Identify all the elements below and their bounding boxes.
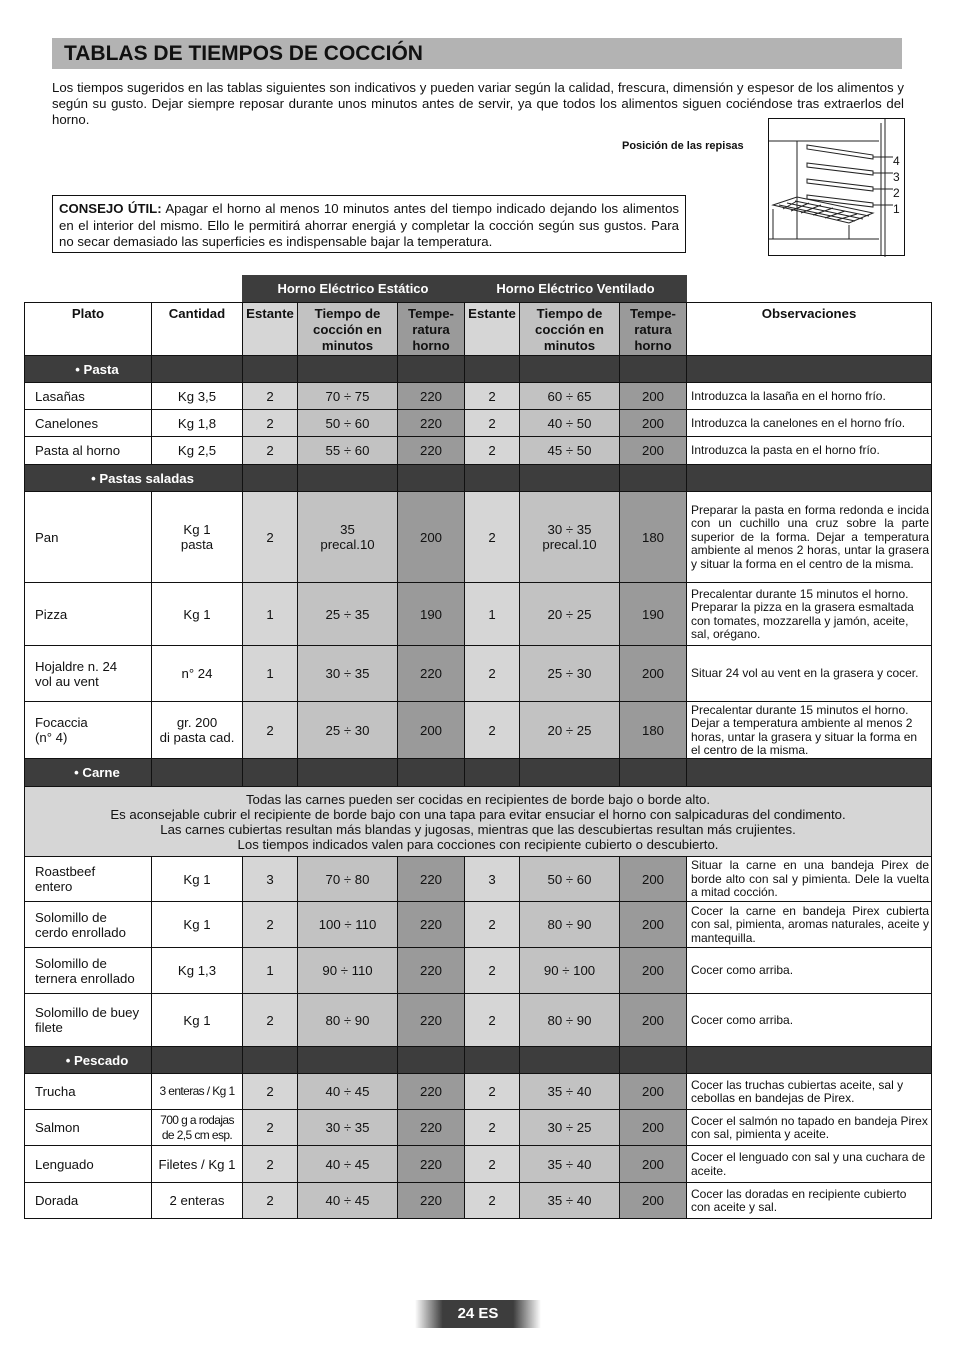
time-fan: 40 ÷ 50 (520, 410, 620, 437)
time-static: 55 ÷ 60 (298, 437, 398, 465)
table-row (25, 1146, 932, 1183)
dish-line: Solomillo de (35, 955, 107, 971)
section-header-pescado (25, 1047, 932, 1074)
time-static: 70 ÷ 80 (298, 857, 398, 902)
temp-fan: 200 (620, 646, 687, 702)
quantity-line: di pasta cad. (159, 730, 235, 745)
time-static: 50 ÷ 60 (298, 410, 398, 437)
quantity-line: 700 g a rodajas (160, 1112, 234, 1127)
temp-fan: 200 (620, 1183, 687, 1219)
shelf-fan: 2 (465, 410, 520, 437)
shelf-static: 2 (243, 1183, 298, 1219)
shelf-number: 2 (893, 186, 900, 200)
quantity: Kg 2,5 (152, 437, 243, 465)
shelf-static: 2 (243, 492, 298, 583)
time-fan: 80 ÷ 90 (520, 902, 620, 948)
observation: Situar la carne en una bandeja Pirex de borde alto con sal y pimienta. Dele la vuelta a mitad cocción. (687, 857, 932, 902)
col-quantity: Cantidad (152, 303, 243, 356)
table-row (25, 1110, 932, 1146)
temp-fan: 180 (620, 702, 687, 759)
useful-tip-box (52, 195, 686, 253)
dish-name (25, 857, 152, 902)
section-header-carne (25, 759, 932, 787)
temp-fan: 200 (620, 1146, 687, 1183)
temp-fan: 200 (620, 1110, 687, 1146)
observation: Precalentar durante 15 minutos el horno. Preparar la pizza en la grasera esmaltada con tomates, mozzarella y jamón, aceite, sal, orégano. (687, 583, 932, 646)
time-fan: 90 ÷ 100 (520, 948, 620, 994)
time-static: 40 ÷ 45 (298, 1183, 398, 1219)
table-row (25, 646, 932, 702)
shelf-static: 2 (243, 1146, 298, 1183)
time-fan: 20 ÷ 25 (520, 583, 620, 646)
quantity: Kg 3,5 (152, 383, 243, 410)
shelf-static: 2 (243, 994, 298, 1047)
tip-text: Apagar el horno al menos 10 minutos antes del tiempo indicado dejando los alimentos en el interior del mismo. Ello le permitirá ahorrar energiá y completar la cocción según sus gustos. Para no secar demasiado las superficies es indispensable bajar la temperatura. (59, 201, 680, 249)
shelf-static: 2 (243, 437, 298, 465)
time-static: 25 ÷ 35 (298, 583, 398, 646)
time-static (298, 492, 398, 583)
time-fan: 60 ÷ 65 (520, 383, 620, 410)
temp-static: 220 (398, 948, 465, 994)
dish-line: Solomillo de (35, 909, 107, 925)
temp-static: 200 (398, 492, 465, 583)
time-line: 30 ÷ 35 (547, 522, 592, 537)
table-row (25, 902, 932, 948)
note-line: Las carnes cubiertas resultan más blandas y jugosas, mientras que las descubiertas resultan más crujientes. (160, 821, 796, 837)
col-shelf-fan: Estante (465, 303, 520, 356)
observation: Cocer las truchas cubiertas aceite, sal y cebollas en bandejas de Pirex. (687, 1074, 932, 1110)
time-static: 80 ÷ 90 (298, 994, 398, 1047)
table-row (25, 492, 932, 583)
cooking-times-table (24, 302, 932, 1219)
temp-fan: 200 (620, 1074, 687, 1110)
observation: Cocer como arriba. (687, 994, 932, 1047)
observation: Cocer el lenguado con sal y una cuchara de aceite. (687, 1146, 932, 1183)
shelf-fan: 2 (465, 492, 520, 583)
dish-name: Pasta al horno (25, 437, 152, 465)
quantity: Filetes / Kg 1 (152, 1146, 243, 1183)
temp-static: 220 (398, 902, 465, 948)
quantity: Kg 1 (152, 857, 243, 902)
fan-oven-header: Horno Eléctrico Ventilado (464, 275, 687, 302)
temp-fan: 200 (620, 383, 687, 410)
time-line: 35 (340, 522, 355, 537)
table-row (25, 948, 932, 994)
dish-name (25, 948, 152, 994)
observation: Introduzca la canelones en el horno frío. (687, 410, 932, 437)
dish-line: vol au vent (35, 673, 99, 689)
quantity (152, 1110, 243, 1146)
dish-name: Dorada (25, 1183, 152, 1219)
temp-static: 220 (398, 1074, 465, 1110)
shelf-fan: 2 (465, 1183, 520, 1219)
temp-static: 220 (398, 1146, 465, 1183)
shelf-fan: 2 (465, 948, 520, 994)
shelf-number: 1 (893, 202, 900, 216)
temp-fan: 190 (620, 583, 687, 646)
time-static: 40 ÷ 45 (298, 1074, 398, 1110)
table-row (25, 383, 932, 410)
section-header-pastas-saladas (25, 465, 932, 492)
quantity: Kg 1,3 (152, 948, 243, 994)
quantity (152, 702, 243, 759)
time-fan: 35 ÷ 40 (520, 1146, 620, 1183)
shelf-static: 2 (243, 1074, 298, 1110)
dish-name: Canelones (25, 410, 152, 437)
quantity-line: de 2,5 cm esp. (161, 1127, 233, 1142)
shelf-fan: 2 (465, 1110, 520, 1146)
time-static: 30 ÷ 35 (298, 646, 398, 702)
intro-paragraph: Los tiempos sugeridos en las tablas siguientes son indicativos y pueden variar según la calidad, frescura, dimensión y espesor de los alimentos y según su gusto. Dejar siempre reposar durante unos minutos antes de servir, ya que todos los alimentos siguen cociéndose tras extraerlos del horno. (52, 80, 904, 127)
table-row (25, 583, 932, 646)
col-temp-static: Tempe- ratura horno (398, 303, 465, 356)
time-static: 40 ÷ 45 (298, 1146, 398, 1183)
dish-name: Trucha (25, 1074, 152, 1110)
dish-name: Salmon (25, 1110, 152, 1146)
page-title: TABLAS DE TIEMPOS DE COCCIÓN (52, 38, 902, 69)
col-shelf-static: Estante (243, 303, 298, 356)
shelf-static: 2 (243, 383, 298, 410)
table-row (25, 1183, 932, 1219)
dish-line: Solomillo de buey (35, 1005, 140, 1020)
dish-line: filete (35, 1020, 63, 1035)
quantity: Kg 1 (152, 583, 243, 646)
dish-line: Roastbeef (35, 864, 96, 879)
shelf-fan: 2 (465, 1074, 520, 1110)
temp-fan: 200 (620, 948, 687, 994)
temp-fan: 200 (620, 994, 687, 1047)
table-row (25, 702, 932, 759)
col-temp-fan: Tempe- ratura horno (620, 303, 687, 356)
temp-static: 190 (398, 583, 465, 646)
shelf-static: 1 (243, 583, 298, 646)
observation: Cocer el salmón no tapado en bandeja Pirex con sal, pimienta y aceite. (687, 1110, 932, 1146)
shelf-fan: 2 (465, 437, 520, 465)
dish-line: (n° 4) (35, 730, 68, 745)
temp-fan: 200 (620, 857, 687, 902)
dish-line: cerdo enrollado (35, 924, 126, 940)
temp-fan: 180 (620, 492, 687, 583)
observation: Preparar la pasta en forma redonda e incida con un cuchillo una cruz sobre la parte superior de la forma. Dejar a temperatura ambiente al menos 2 horas, untar la grasera y situar la forma en el centro de la misma. (687, 492, 932, 583)
shelf-fan: 2 (465, 1146, 520, 1183)
section-label: • Pasta (25, 356, 152, 383)
meat-note-row (25, 787, 932, 857)
temp-fan: 200 (620, 902, 687, 948)
time-static: 25 ÷ 30 (298, 702, 398, 759)
quantity: 3 enteras / Kg 1 (152, 1074, 243, 1110)
temp-static: 220 (398, 646, 465, 702)
dish-name (25, 646, 152, 702)
table-row (25, 857, 932, 902)
table-row (25, 994, 932, 1047)
dish-name (25, 902, 152, 948)
section-label: • Pastas saladas (25, 465, 243, 492)
time-static: 30 ÷ 35 (298, 1110, 398, 1146)
observation: Situar 24 vol au vent en la grasera y cocer. (687, 646, 932, 702)
static-oven-header: Horno Eléctrico Estático (242, 275, 464, 302)
quantity: Kg 1,8 (152, 410, 243, 437)
time-fan: 50 ÷ 60 (520, 857, 620, 902)
temp-static: 220 (398, 857, 465, 902)
table-row (25, 1074, 932, 1110)
quantity-line: gr. 200 (176, 715, 218, 730)
dish-name (25, 994, 152, 1047)
shelf-fan: 3 (465, 857, 520, 902)
dish-line: Focaccia (35, 715, 88, 730)
temp-fan: 200 (620, 437, 687, 465)
quantity: 2 enteras (152, 1183, 243, 1219)
observation: Cocer la carne en bandeja Pirex cubierta con sal, pimienta, aromas naturales, aceite y mantequilla. (687, 902, 932, 948)
observation: Introduzca la pasta en el horno frío. (687, 437, 932, 465)
note-line: Es aconsejable cubrir el recipiente de borde bajo con una tapa para evitar ensuciar el horno con salpicaduras del condimento. (110, 806, 846, 822)
shelf-static: 3 (243, 857, 298, 902)
meat-note (25, 787, 932, 857)
shelf-static: 2 (243, 702, 298, 759)
observation: Cocer las doradas en recipiente cubierto con aceite y sal. (687, 1183, 932, 1219)
table-row (25, 410, 932, 437)
page-number: 24 ES (415, 1300, 541, 1328)
time-static: 100 ÷ 110 (298, 902, 398, 948)
shelf-position-label: Posición de las repisas (622, 140, 744, 152)
time-fan (520, 492, 620, 583)
temp-static: 220 (398, 383, 465, 410)
time-fan: 80 ÷ 90 (520, 994, 620, 1047)
shelf-number: 3 (893, 170, 900, 184)
temp-static: 220 (398, 1110, 465, 1146)
section-label: • Pescado (25, 1047, 152, 1074)
quantity: Kg 1 (152, 994, 243, 1047)
col-time-fan: Tiempo de cocción en minutos (520, 303, 620, 356)
shelf-static: 2 (243, 902, 298, 948)
time-fan: 35 ÷ 40 (520, 1183, 620, 1219)
shelf-fan: 2 (465, 902, 520, 948)
time-line: precal.10 (320, 537, 375, 552)
time-line: precal.10 (542, 537, 597, 552)
note-line: Todas las carnes pueden ser cocidas en recipientes de borde bajo o borde alto. (245, 791, 711, 807)
quantity-line: Kg 1 (183, 522, 211, 537)
table-row (25, 437, 932, 465)
section-label: • Carne (25, 759, 152, 787)
shelf-fan: 2 (465, 702, 520, 759)
temp-static: 220 (398, 410, 465, 437)
shelf-fan: 2 (465, 383, 520, 410)
time-fan: 45 ÷ 50 (520, 437, 620, 465)
col-time-static: Tiempo de cocción en minutos (298, 303, 398, 356)
observation: Precalentar durante 15 minutos el horno. Dejar a temperatura ambiente al menos 2 horas, untar la grasera y situar la forma en el centro de la misma. (687, 702, 932, 759)
temp-static: 200 (398, 702, 465, 759)
dish-name: Lenguado (25, 1146, 152, 1183)
tip-label: CONSEJO ÚTIL: (59, 201, 162, 216)
dish-line: Hojaldre n. 24 (35, 658, 118, 674)
quantity: n° 24 (152, 646, 243, 702)
dish-name: Pan (25, 492, 152, 583)
dish-line: entero (35, 879, 73, 894)
dish-name (25, 702, 152, 759)
col-dish: Plato (25, 303, 152, 356)
note-line: Los tiempos indicados valen para cocciones con recipiente cubierto o descubierto. (237, 836, 719, 852)
quantity: Kg 1 (152, 902, 243, 948)
section-header-pasta (25, 356, 932, 383)
time-fan: 20 ÷ 25 (520, 702, 620, 759)
time-fan: 30 ÷ 25 (520, 1110, 620, 1146)
shelf-number: 4 (893, 154, 900, 168)
shelf-static: 1 (243, 646, 298, 702)
shelf-static: 2 (243, 410, 298, 437)
temp-fan: 200 (620, 410, 687, 437)
time-fan: 25 ÷ 30 (520, 646, 620, 702)
temp-static: 220 (398, 437, 465, 465)
time-static: 90 ÷ 110 (298, 948, 398, 994)
shelf-fan: 1 (465, 583, 520, 646)
oven-shelf-diagram (768, 118, 905, 256)
quantity-line: pasta (180, 537, 214, 552)
dish-line: ternera enrollado (35, 970, 135, 986)
shelf-static: 2 (243, 1110, 298, 1146)
column-header-row (25, 303, 932, 356)
temp-static: 220 (398, 994, 465, 1047)
quantity (152, 492, 243, 583)
col-observations: Observaciones (687, 303, 932, 356)
time-fan: 35 ÷ 40 (520, 1074, 620, 1110)
dish-name: Pizza (25, 583, 152, 646)
dish-name: Lasañas (25, 383, 152, 410)
shelf-static: 1 (243, 948, 298, 994)
shelf-fan: 2 (465, 646, 520, 702)
temp-static: 220 (398, 1183, 465, 1219)
time-static: 70 ÷ 75 (298, 383, 398, 410)
observation: Introduzca la lasaña en el horno frío. (687, 383, 932, 410)
shelf-fan: 2 (465, 994, 520, 1047)
observation: Cocer como arriba. (687, 948, 932, 994)
